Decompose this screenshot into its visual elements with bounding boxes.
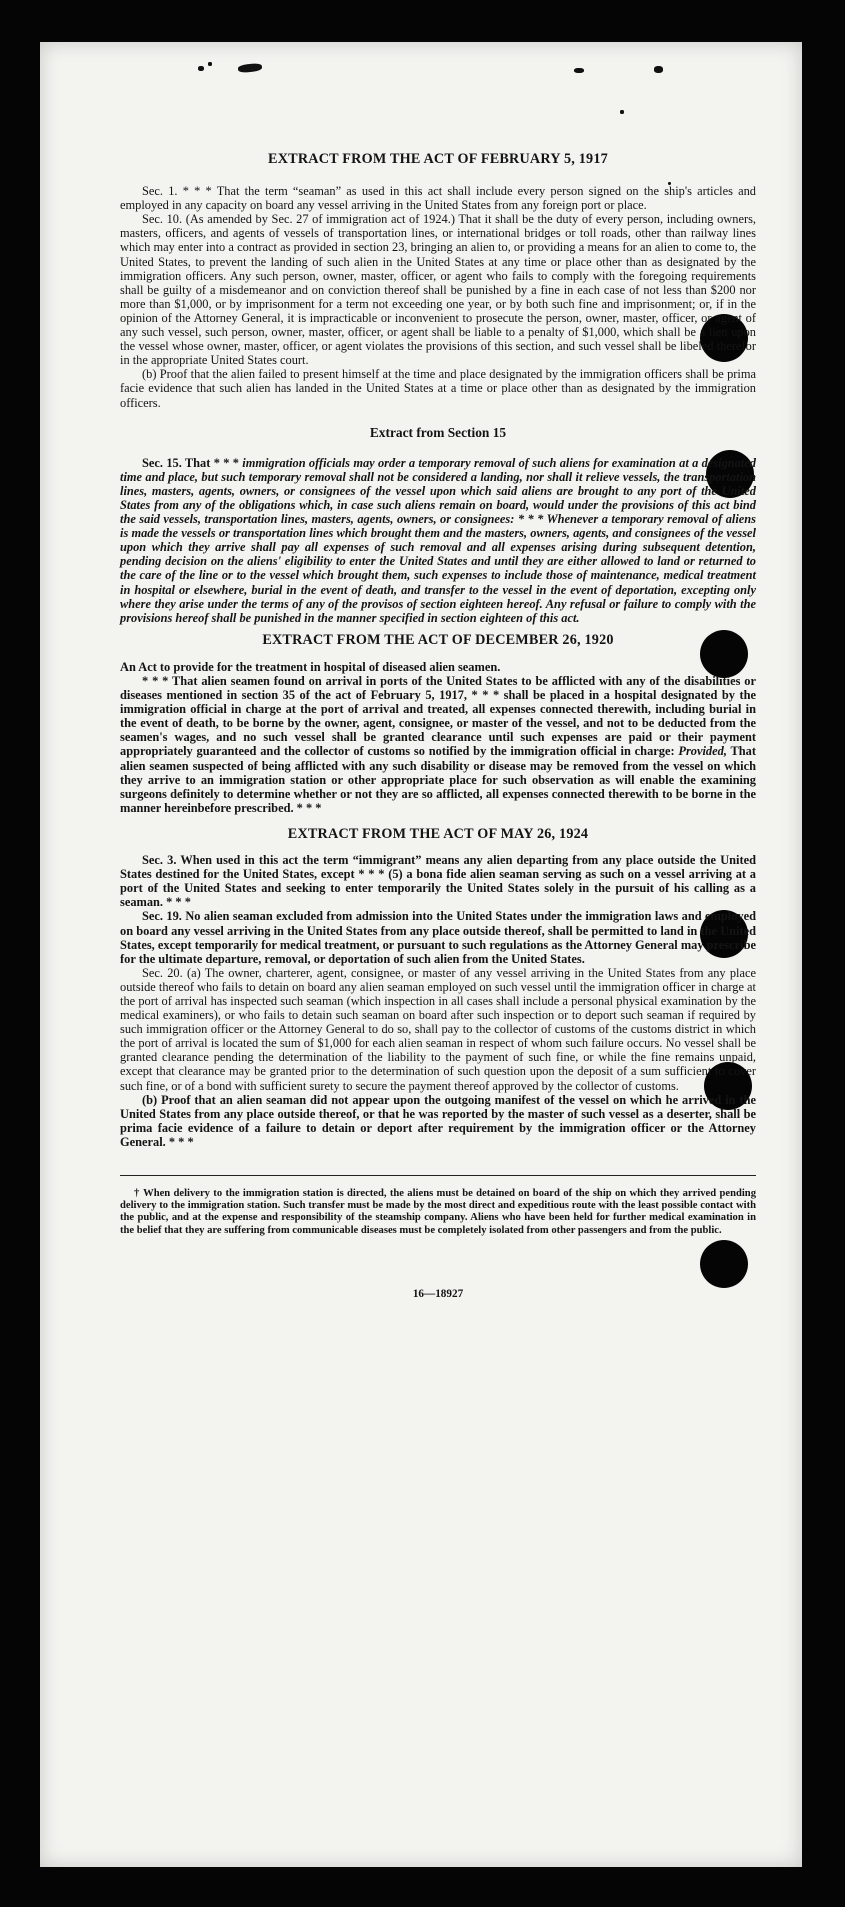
paragraph-sec19-1924: Sec. 19. No alien seaman excluded from admission into the United States under the immigration laws and employed on board any vessel arriving in the United States from any place outside thereof, shall be permitted to land in the United States, except temporarily for medical treatment, or pursuant to such regulations as the Attorney General may prescribe for the ultimate departure, removal, or deportation of such alien from the United States. bbox=[120, 909, 756, 966]
paragraph-sec3-1924: Sec. 3. When used in this act the term “immigrant” means any alien departing from any place outside the United States destined for the United States, except * * * (5) a bona fide alien seaman serving as such on a vessel arriving at a port of the United States and seeking to enter temporarily the United States solely in the pursuit of his calling as a seaman. * * * bbox=[120, 853, 756, 910]
footnote-text: † When delivery to the immigration station is directed, the aliens must be detained on board of the ship on which they arrived pending delivery to the immigration station. Such transfer must be made by the most direct and expeditious route with the least possible contact with the public, and at the expense and responsibility of the steamship company. Aliens who have been held for further medical examination in the belief that they are suffering from communicable diseases must be completely isolated from other passengers and from the public. bbox=[120, 1188, 756, 1236]
sec15-body: immigration officials may order a temporary removal of such aliens for examination at a designated time and place, but such temporary removal shall not be considered a landing, nor shall it relieve vessels, the transportation lines, masters, agents, owners, or consignees of the vessel upon which said aliens are brought to any port of the United States from any of the obligations which, in case such aliens remain on board, would under the provisions of this act bind the said vessels, transportation lines, masters, agents, owners, or consignees: * * * Whenever a temporary removal of aliens is made the vessels or transportation lines which brought them and the masters, owners, agents, and consignees of the vessel upon which they arrive shall pay all expenses of such removal and all expenses arising during subsequent detention, pending decision on the aliens' eligibility to enter the United States and until they are either allowed to land or returned to the care of the line or to the vessel which brought them, such expenses to include those of maintenance, medical treatment in hospital or elsewhere, burial in the event of death, and transfer to the vessel in the event of deportation, excepting only where they arise under the terms of any of the provisos of section eighteen hereof. Any refusal or failure to comply with the provisions hereof shall be punished in the manner specified in section eighteen of this act. bbox=[120, 455, 756, 625]
document-content bbox=[120, 152, 756, 1301]
paragraph-body-1920 bbox=[120, 674, 756, 815]
body-1920-provided: Provided, bbox=[678, 744, 727, 759]
scan-speck bbox=[654, 66, 663, 73]
scan-speck bbox=[198, 66, 204, 71]
body-1920-post: That alien seamen suspected of being afflicted with any such disability or disease may be removed from the vessel on which they arrive to an immigration station or other appropriate place for such observation as will enable the examining surgeons definitely to determine whether or not they are so afflicted, all expenses connected therewith to be borne in the manner hereinbefore prescribed. * * * bbox=[120, 744, 756, 815]
scan-speck bbox=[208, 62, 212, 66]
heading-act-1917: EXTRACT FROM THE ACT OF FEBRUARY 5, 1917 bbox=[268, 151, 608, 167]
paragraph-sec1-1917: Sec. 1. * * * That the term “seaman” as used in this act shall include every person signed on the ship's articles and employed in any capacity on board any vessel arriving in the United States from any foreign port or place. bbox=[120, 184, 756, 213]
paragraph-act-title-1920: An Act to provide for the treatment in hospital of diseased alien seamen. bbox=[120, 659, 501, 674]
footnote-divider bbox=[120, 1175, 756, 1176]
paragraph-sec10b-1917: (b) Proof that the alien failed to present himself at the time and place designated by the immigration officers shall be prima facie evidence that such alien has landed in the United States at a time or place other than as designated by the immigration officers. bbox=[120, 367, 756, 410]
paragraph-sec10-1917: Sec. 10. (As amended by Sec. 27 of immigration act of 1924.) That it shall be the duty of every person, including owners, masters, officers, and agents of vessels of transportation lines, or international bridges or toll roads, other than railway lines which may enter into a contract as provided in section 23, bringing an alien to, or providing a means for an alien to come to, the United States, to prevent the landing of such alien in the United States at any time or place other than as designated by the immigration officers. Any such person, owner, master, officer, or agent who fails to comply with the foregoing requirements shall be guilty of a misdemeanor and on conviction thereof shall be punished by a fine in each case of not less than $200 nor more than $1,000, or by imprisonment for a term not exceeding one year, or by both such fine and imprisonment; or, if in the opinion of the Attorney General, it is impracticable or inconvenient to prosecute the person, owner, master, officer, or agent of any such vessel, such person, owner, master, officer, or agent shall be liable to a penalty of $1,000, which shall be a lien upon the vessel whose owner, master, officer, or agent violates the provisions of this section, and such vessel shall be libeled therefor in the appropriate United States court. bbox=[120, 212, 756, 368]
footnote bbox=[120, 1188, 756, 1237]
paragraph-sec20-1924: Sec. 20. (a) The owner, charterer, agent, consignee, or master of any vessel arriving in the United States from any place outside thereof who fails to detain on board any alien seaman employed on such vessel until the immigration officer in charge at the port of arrival has inspected such seaman (which inspection in all cases shall include a personal physical examination by the medical examiners), or who fails to detain such seaman on board after such inspection or to deport such seaman if required by such immigration officer or the Attorney General to do so, shall pay to the collector of customs of the customs district in which the port of arrival is located the sum of $1,000 for each alien seaman in respect of whom such failure occurs. No vessel shall be granted clearance pending the determination of the liability to the payment of such fine, or while the fine remains unpaid, except that clearance may be granted prior to the determination of such question upon the deposit of a sum sufficient to cover such fine, or of a bond with sufficient surety to secure the payment thereof approved by the collector of customs. bbox=[120, 965, 756, 1093]
sec15-lead: Sec. 15. That * * * bbox=[142, 455, 243, 470]
paragraph-sec20b-1924: (b) Proof that an alien seaman did not appear upon the outgoing manifest of the vessel on which he arrived in the United States from any place outside thereof, or that he was reported by the master of such vessel as a deserter, shall be prima facie evidence of a failure to detain or deport after requirement by the immigration officer or the Attorney General. * * * bbox=[120, 1092, 756, 1149]
scan-speck bbox=[574, 68, 584, 73]
heading-section-15: Extract from Section 15 bbox=[369, 424, 507, 440]
heading-act-1924: EXTRACT FROM THE ACT OF MAY 26, 1924 bbox=[287, 825, 589, 842]
scan-speck bbox=[238, 63, 263, 73]
page-number: 16—18927 bbox=[412, 1287, 464, 1300]
paragraph-sec15 bbox=[120, 456, 756, 625]
scan-speck bbox=[620, 110, 624, 114]
document-page bbox=[40, 42, 802, 1867]
body-1920-pre: * * * That alien seamen found on arrival in ports of the United States to be afflicted with any of the disabilities or diseases mentioned in section 35 of the act of February 5, 1917, * * * shall be placed in a hospital designated by the immigration official in charge at the port of arrival and treated, all expenses connected therewith, including burial in the event of death, to be borne by the owner, agent, consignee, or master of the vessel, and not to be deducted from the seamen's wages, and no such vessel shall be granted clearance until such expenses are paid or their payment appropriately guaranteed and the collector of customs so notified by the immigration official in charge: bbox=[120, 674, 756, 759]
heading-act-1920: EXTRACT FROM THE ACT OF DECEMBER 26, 1920 bbox=[262, 631, 614, 648]
